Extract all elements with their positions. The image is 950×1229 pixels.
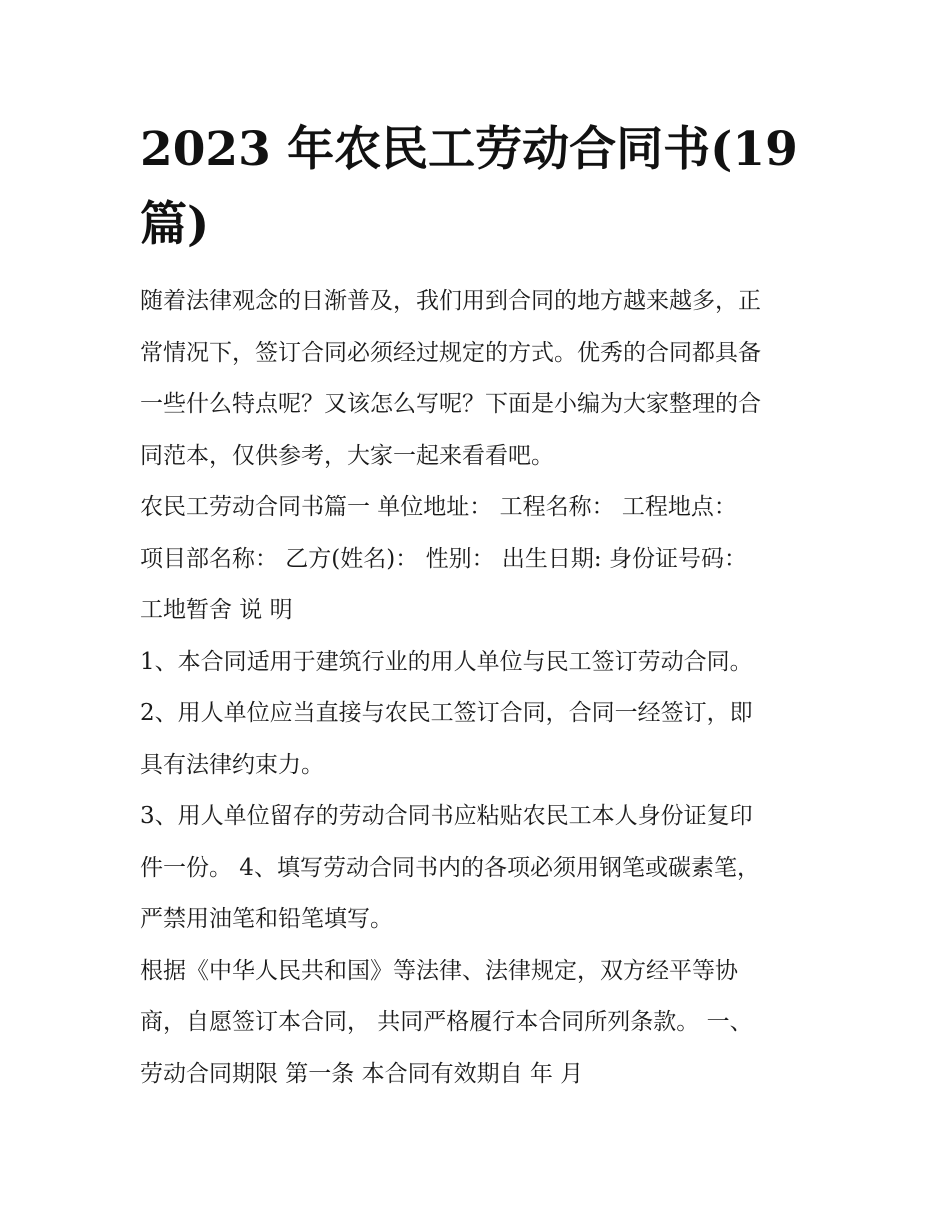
- title-line-2: 篇): [140, 197, 210, 252]
- text-line: 同范本，仅供参考，大家一起来看看吧。: [140, 442, 554, 469]
- text-line: 严禁用油笔和铅笔填写。: [140, 906, 393, 932]
- text-line: 一些什么特点呢？又该怎么写呢？下面是小编为大家整理的合: [140, 391, 761, 417]
- paragraph-intro: [140, 276, 820, 482]
- paragraph-contract-header: [140, 482, 820, 637]
- text-line: 项目部名称： 乙方(姓名)： 性别： 出生日期: 身份证号码：: [140, 545, 747, 572]
- text-line: 工地暂舍 说 明: [140, 597, 293, 623]
- paragraph-note-1: [140, 637, 820, 689]
- text-line: 随着法律观念的日渐普及，我们用到合同的地方越来越多，正: [140, 288, 761, 314]
- text-line: 商，自愿签订本合同， 共同严格履行本合同所列条款。 一、: [140, 1009, 753, 1035]
- text-line: 劳动合同期限 第一条 本合同有效期自 年 月: [140, 1060, 584, 1087]
- text-line: 3、用人单位留存的劳动合同书应粘贴农民工本人身份证复印: [140, 803, 753, 829]
- text-line: 农民工劳动合同书篇一 单位地址： 工程名称： 工程地点：: [140, 494, 737, 520]
- text-line: 1、本合同适用于建筑行业的用人单位与民工签订劳动合同。: [140, 648, 753, 675]
- paragraph-note-3-4: [140, 791, 820, 946]
- page-title: [140, 112, 820, 262]
- title-line-1: 2023 年农民工劳动合同书(19: [140, 122, 798, 177]
- text-line: 2、用人单位应当直接与农民工签订合同，合同一经签订，即: [140, 700, 753, 726]
- paragraph-contract-terms: [140, 946, 820, 1101]
- paragraph-note-2: [140, 688, 820, 791]
- document-body: [140, 276, 820, 1100]
- text-line: 具有法律约束力。: [140, 751, 324, 778]
- text-line: 件一份。 4、填写劳动合同书内的各项必须用钢笔或碳素笔，: [140, 854, 760, 881]
- text-line: 常情况下，签订合同必须经过规定的方式。优秀的合同都具备: [140, 339, 761, 366]
- text-line: 根据《中华人民共和国》等法律、法律规定，双方经平等协: [140, 957, 738, 984]
